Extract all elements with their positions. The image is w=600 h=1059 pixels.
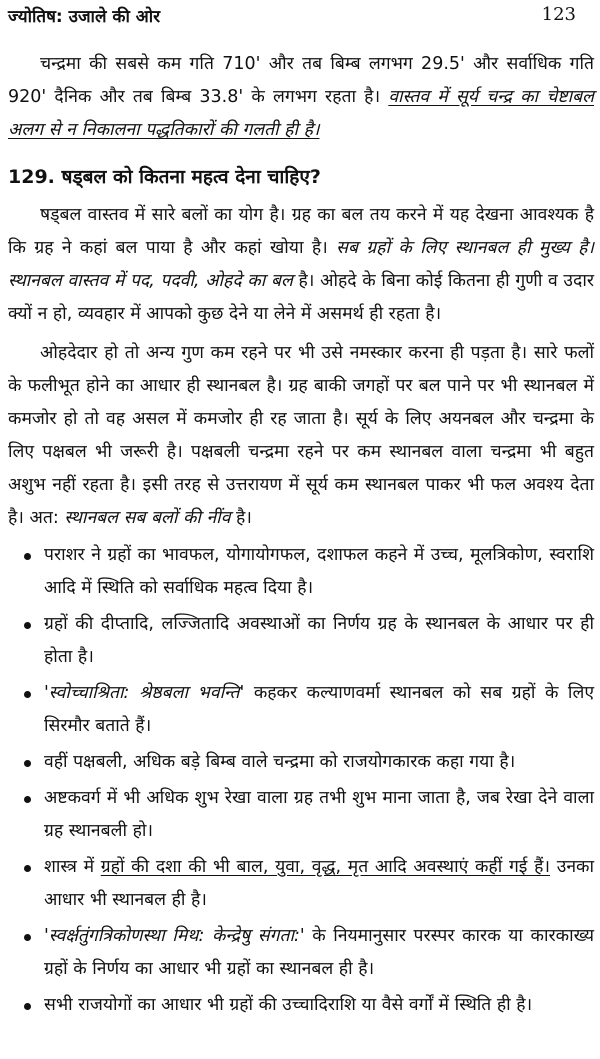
sanskrit-quote: 'स्वोच्चाश्रिता: श्रेष्ठबला भवन्ति' [44,683,245,703]
emphasis-text: स्थानबल सब बलों की नींव [64,508,231,528]
list-item: ग्रहों की दीप्तादि, लज्जितादि अवस्थाओं का निर्णय ग्रह के स्थानबल के आधार पर ही होता है। [8,608,594,674]
list-item: वहीं पक्षबली, अधिक बड़े बिम्ब वाले चन्द्रमा को राजयोगकारक कहा गया है। [8,746,594,779]
bullet-list [8,539,594,1022]
underlined-remark: वास्तव में सूर्य चन्द्र का चेष्टाबल अलग से न निकालना पद्धतिकारों की गलती ही है। [8,87,594,140]
list-item: पराशर ने ग्रहों का भावफल, योगायोगफल, दशाफल कहने में उच्च, मूलत्रिकोण, स्वराशि आदि में स्थिति को सर्वाधिक महत्व दिया है। [8,539,594,605]
bullet-icon [24,553,31,560]
bullet-icon [24,622,31,629]
emphasis-text: सब ग्रहों के लिए स्थानबल ही मुख्य है। स्थानबल वास्तव में पद, पदवी, ओहदे का बल [8,238,594,291]
underlined-remark: ग्रहों की दशा की भी बाल, युवा, वृद्ध, मृत आदि अवस्थाएं कहीं गई हैं। [100,857,551,877]
bullet-icon [24,691,31,698]
bullet-icon [24,1003,31,1010]
page-number: 123 [541,4,576,25]
list-item: 'स्वोच्चाश्रिता: श्रेष्ठबला भवन्ति' कहकर कल्याणवर्मा स्थानबल को सब ग्रहों के लिए सिरमौर बताते हैं। [8,677,594,743]
bullet-icon [24,934,31,941]
running-head: ज्योतिष: उजाले की ओर [8,7,161,27]
section-heading: 129. षड्बल को कितना महत्व देना चाहिए? [8,166,321,188]
paragraph-2: ओहदेदार हो तो अन्य गुण कम रहने पर भी उसे नमस्कार करना ही पड़ता है। सारे फलों के फलीभूत होने का आधार ही स्थानबल है। ग्रह बाकी जगहों पर बल पाने पर भी स्थानबल में कमजोर हो तो वह असल में कमजोर ही रह जाता है। सूर्य के लिए अयनबल और चन्द्रमा के लिए पक्षबल भी जरूरी है। पक्षबली चन्द्रमा रहने पर कम स्थानबल वाला चन्द्रमा भी बहुत अशुभ नहीं रहता है। इसी तरह से उत्तरायण में सूर्य कम स्थानबल पाकर भी फल अवश्य देता है। अत: स्थानबल सब बलों की नींव है। [8,343,594,528]
sanskrit-quote: 'स्वर्क्षतुंगत्रिकोणस्था मिथ: केन्द्रेषु संगता:' [44,926,305,946]
list-item: अष्टकवर्ग में भी अधिक शुभ रेखा वाला ग्रह तभी शुभ माना जाता है, जब रेखा देने वाला ग्रह स्थानबली हो। [8,782,594,848]
intro-paragraph: चन्द्रमा की सबसे कम गति 710' और तब बिम्ब लगभग 29.5' और सर्वाधिक गति 920' दैनिक और तब बिम्ब 33.8' के लगभग रहता है। वास्तव में सूर्य चन्द्र का चेष्टाबल अलग से न निकालना पद्धतिकारों की गलती ही है। [8,54,594,140]
paragraph-1: षड्बल वास्तव में सारे बलों का योग है। ग्रह का बल तय करने में यह देखना आवश्यक है कि ग्रह ने कहां बल पाया है और कहां खोया है। सब ग्रहों के लिए स्थानबल ही मुख्य है। स्थानबल वास्तव में पद, पदवी, ओहदे का बल है। ओहदे के बिना कोई कितना ही गुणी व उदार क्यों न हो, व्यवहार में आपको कुछ देने या लेने में असमर्थ ही रहता है। [8,205,595,324]
list-item: शास्त्र में ग्रहों की दशा की भी बाल, युवा, वृद्ध, मृत आदि अवस्थाएं कहीं गई हैं। उनका आधार भी स्थानबल ही है। [8,851,594,917]
bullet-icon [24,760,31,767]
bullet-icon [24,865,31,872]
page-header [8,0,594,48]
bullet-icon [24,796,31,803]
list-item: सभी राजयोगों का आधार भी ग्रहों की उच्चादिराशि या वैसे वर्गों में स्थिति ही है। [8,989,594,1022]
list-item: 'स्वर्क्षतुंगत्रिकोणस्था मिथ: केन्द्रेषु संगता:' के नियमानुसार परस्पर कारक या कारकाख्य ग्रहों के निर्णय का आधार भी ग्रहों का स्थानबल ही है। [8,920,594,986]
